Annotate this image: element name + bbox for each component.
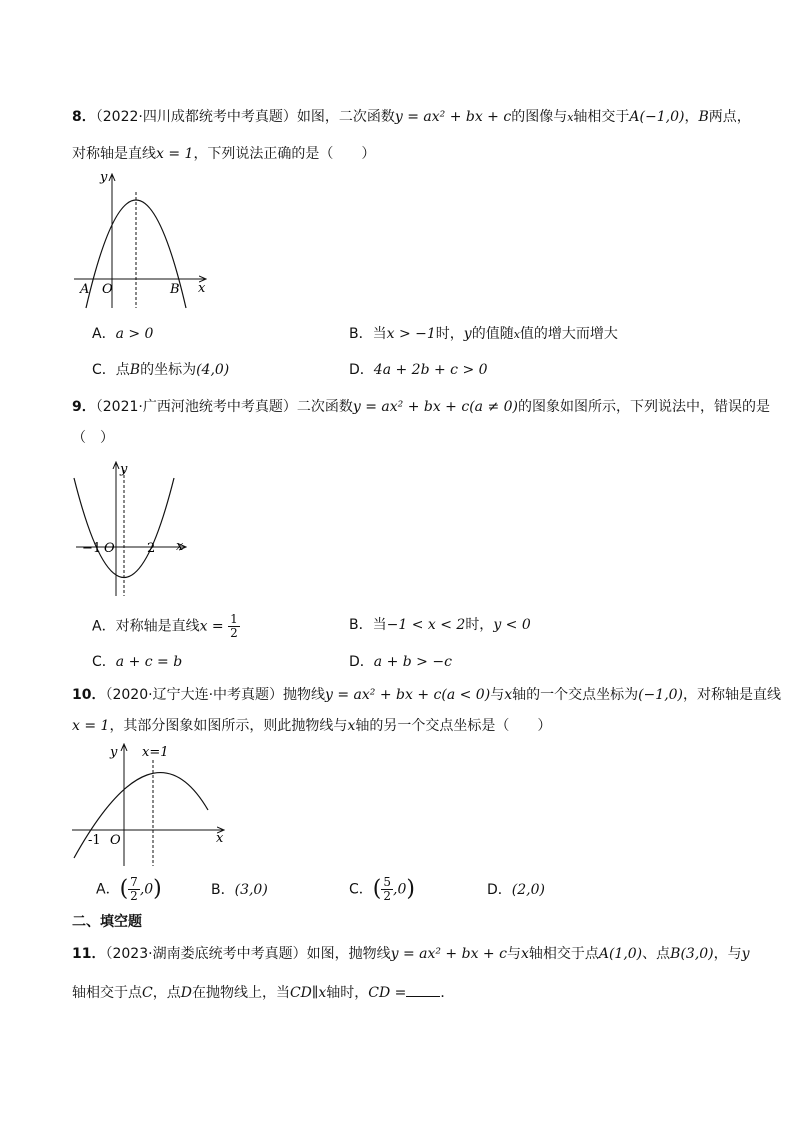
q10-formula: y = ax² + bx + c(a < 0): [325, 687, 491, 703]
q8-origin-label: O: [102, 282, 113, 297]
option-math: B: [129, 362, 141, 378]
q9-option-a-fraction: [228, 613, 240, 640]
q9-parabola-graph: [72, 458, 192, 598]
q9-line2: [72, 428, 114, 448]
q8-option-c[interactable]: [92, 360, 229, 380]
q10-axis-x: x: [347, 718, 356, 734]
q11-number: 11．: [72, 946, 106, 962]
q9-text: 二次函数: [296, 399, 353, 415]
option-value: (2,0): [511, 882, 545, 898]
q10-option-a[interactable]: [96, 876, 162, 903]
paren: ): [153, 876, 162, 902]
q10-source: （2020·辽宁大连·中考真题）: [105, 687, 284, 703]
q10-axis-x: x: [504, 687, 513, 703]
q11-text: 轴相交于点: [72, 985, 142, 1001]
option-text: 值的增大而增大: [519, 326, 618, 342]
option-value: a > 0: [115, 326, 154, 342]
q9-formula: y = ax² + bx + c(a ≠ 0): [352, 399, 519, 415]
option-text: 当: [372, 326, 387, 342]
q11-answer-blank[interactable]: [406, 982, 440, 997]
numerator: 1: [230, 612, 238, 626]
option-key: B．: [211, 882, 235, 898]
q10-option-a-fraction: [128, 876, 140, 903]
q8-option-b[interactable]: [349, 324, 618, 345]
option-math: y: [463, 326, 472, 342]
option-key: B．: [349, 326, 373, 342]
q8-point-b-label: B: [170, 282, 180, 297]
denominator: 2: [230, 626, 238, 640]
q8-y-label: y: [100, 170, 108, 185]
option-math: (4,0): [196, 362, 230, 378]
q11-point-c: C: [142, 985, 153, 1001]
option-math: x =: [199, 618, 224, 635]
option-text: 对称轴是直线: [115, 618, 200, 635]
q9-two-label: 2: [147, 541, 156, 556]
option-math: y < 0: [493, 617, 531, 633]
option-math: ,0: [393, 881, 407, 898]
q8-axis-x: x: [567, 111, 574, 124]
q8-option-a[interactable]: [92, 324, 153, 344]
q9-text: 的图象如图所示，下列说法中，错误的是: [518, 399, 771, 415]
q8-line2: [72, 144, 375, 164]
option-key: A．: [92, 326, 116, 342]
option-key: B．: [349, 617, 373, 633]
option-key: D．: [349, 654, 374, 670]
q11-point-a: A(1,0): [598, 946, 643, 962]
q8-point-a-label: A: [80, 282, 90, 297]
option-math: x: [513, 328, 520, 341]
q10-line2: [72, 716, 551, 736]
option-value: a + b > −c: [373, 654, 452, 670]
option-text: 时，: [435, 326, 464, 342]
q11-text: ，点: [152, 985, 181, 1001]
q9-neg1-label: −1: [82, 541, 102, 556]
q8-line1: [72, 107, 751, 128]
option-key: D．: [349, 362, 374, 378]
q11-text: 与: [506, 946, 521, 962]
option-key: C．: [92, 362, 116, 378]
q10-option-b[interactable]: [211, 880, 268, 900]
option-math: ,0: [139, 881, 154, 898]
q11-text: 如图，抛物线: [306, 946, 391, 962]
section-title: 二、填空题: [72, 914, 142, 930]
q10-point: (−1,0): [638, 687, 684, 703]
q8-text: ，: [684, 109, 699, 125]
q11-point-b: B(3,0): [670, 946, 714, 962]
option-text: 点: [115, 362, 130, 378]
q10-text: 轴的另一个交点坐标是（ ）: [355, 718, 552, 734]
q11-line2: [72, 982, 454, 1003]
q11-text: ，与: [713, 946, 742, 962]
q10-y-label: y: [110, 745, 118, 760]
q10-origin-label: O: [110, 833, 121, 848]
q9-option-c[interactable]: [92, 652, 182, 672]
numerator: 5: [383, 875, 392, 889]
q10-text: 轴的一个交点坐标为: [512, 687, 639, 703]
q8-text: 两点，: [708, 109, 751, 125]
q10-option-d[interactable]: [487, 880, 545, 900]
q11-axis-x: x: [520, 946, 529, 962]
q10-number: 10．: [72, 687, 106, 703]
q10-axis-label: x=1: [142, 745, 169, 760]
q11-line1: [72, 944, 750, 964]
q11-text: 在抛物线上，当: [191, 985, 290, 1001]
q8-text: ，下列说法正确的是（ ）: [193, 146, 376, 162]
paren: (: [372, 876, 382, 902]
option-key: A．: [92, 618, 116, 635]
q9-y-label: y: [120, 462, 128, 477]
q10-parabola-graph: [68, 740, 228, 868]
q9-option-d[interactable]: [349, 652, 452, 672]
q9-option-a[interactable]: [92, 613, 240, 640]
q8-parabola-graph: [72, 170, 212, 310]
paren: (: [119, 876, 129, 902]
q9-source: （2021·广西河池统考中考真题）: [95, 399, 297, 415]
q8-point-a: A(−1,0): [629, 109, 685, 125]
denominator: 2: [383, 889, 392, 903]
q8-option-d[interactable]: [349, 360, 488, 380]
option-value: (3,0): [234, 882, 268, 898]
q11-cd-parallel: CD∥: [289, 985, 319, 1001]
q10-option-c-fraction: [381, 876, 393, 903]
denominator: 2: [130, 889, 138, 903]
q9-origin-label: O: [104, 541, 115, 556]
q10-text: ，其部分图象如图所示，则此抛物线与: [109, 718, 348, 734]
q9-line1: [72, 397, 770, 417]
option-text: 当: [372, 617, 387, 633]
q8-source: （2022·四川成都统考中考真题）: [95, 109, 297, 125]
q10-text: ，对称轴是直线: [683, 687, 782, 703]
numerator: 7: [130, 875, 138, 889]
q8-text: 的图像与: [511, 109, 568, 125]
q11-cd-eq: CD =: [368, 985, 407, 1001]
q8-text: 对称轴是直线: [72, 146, 156, 162]
option-math: x > −1: [386, 326, 436, 342]
paren: ): [406, 876, 415, 902]
option-key: A．: [96, 881, 120, 898]
q11-text: 轴相交于点: [528, 946, 599, 962]
q8-x-label: x: [198, 281, 206, 296]
q11-axis-y: y: [741, 946, 750, 962]
q9-option-b[interactable]: [349, 615, 531, 635]
q10-option-c[interactable]: [349, 876, 415, 903]
q10-x-label: x: [216, 831, 224, 846]
q8-text: 如图，二次函数: [296, 109, 395, 125]
option-key: C．: [349, 881, 373, 898]
q10-text: 抛物线: [283, 687, 326, 703]
option-key: C．: [92, 654, 116, 670]
q8-formula: y = ax² + bx + c: [394, 109, 512, 125]
option-text: 时，: [465, 617, 494, 633]
q11-source: （2023·湖南娄底统考中考真题）: [105, 946, 307, 962]
q8-point-b: B: [698, 109, 709, 125]
option-text: 的值随: [471, 326, 514, 342]
q10-axis-eq: x = 1: [72, 718, 110, 734]
q11-point-d: D: [180, 985, 192, 1001]
q8-axis-eq: x = 1: [156, 146, 194, 162]
option-math: −1 < x < 2: [386, 617, 466, 633]
q11-axis-x: x: [318, 985, 327, 1001]
option-value: 4a + 2b + c > 0: [373, 362, 488, 378]
q11-text: 、点: [642, 946, 671, 962]
q11-formula: y = ax² + bx + c: [390, 946, 507, 962]
q9-number: 9．: [72, 399, 96, 415]
q9-paren: （ ）: [72, 430, 114, 446]
option-text: 的坐标为: [140, 362, 197, 378]
q10-line1: [72, 685, 781, 705]
q11-text: 轴时，: [326, 985, 369, 1001]
q8-number: 8．: [72, 109, 96, 125]
q8-text: 轴相交于: [573, 109, 630, 125]
option-value: a + c = b: [115, 654, 183, 670]
option-key: D．: [487, 882, 512, 898]
q9-x-label: x: [176, 539, 184, 554]
q10-text: 与: [490, 687, 505, 703]
q10-neg1-label: -1: [88, 833, 101, 848]
q11-text: ．: [440, 985, 455, 1001]
